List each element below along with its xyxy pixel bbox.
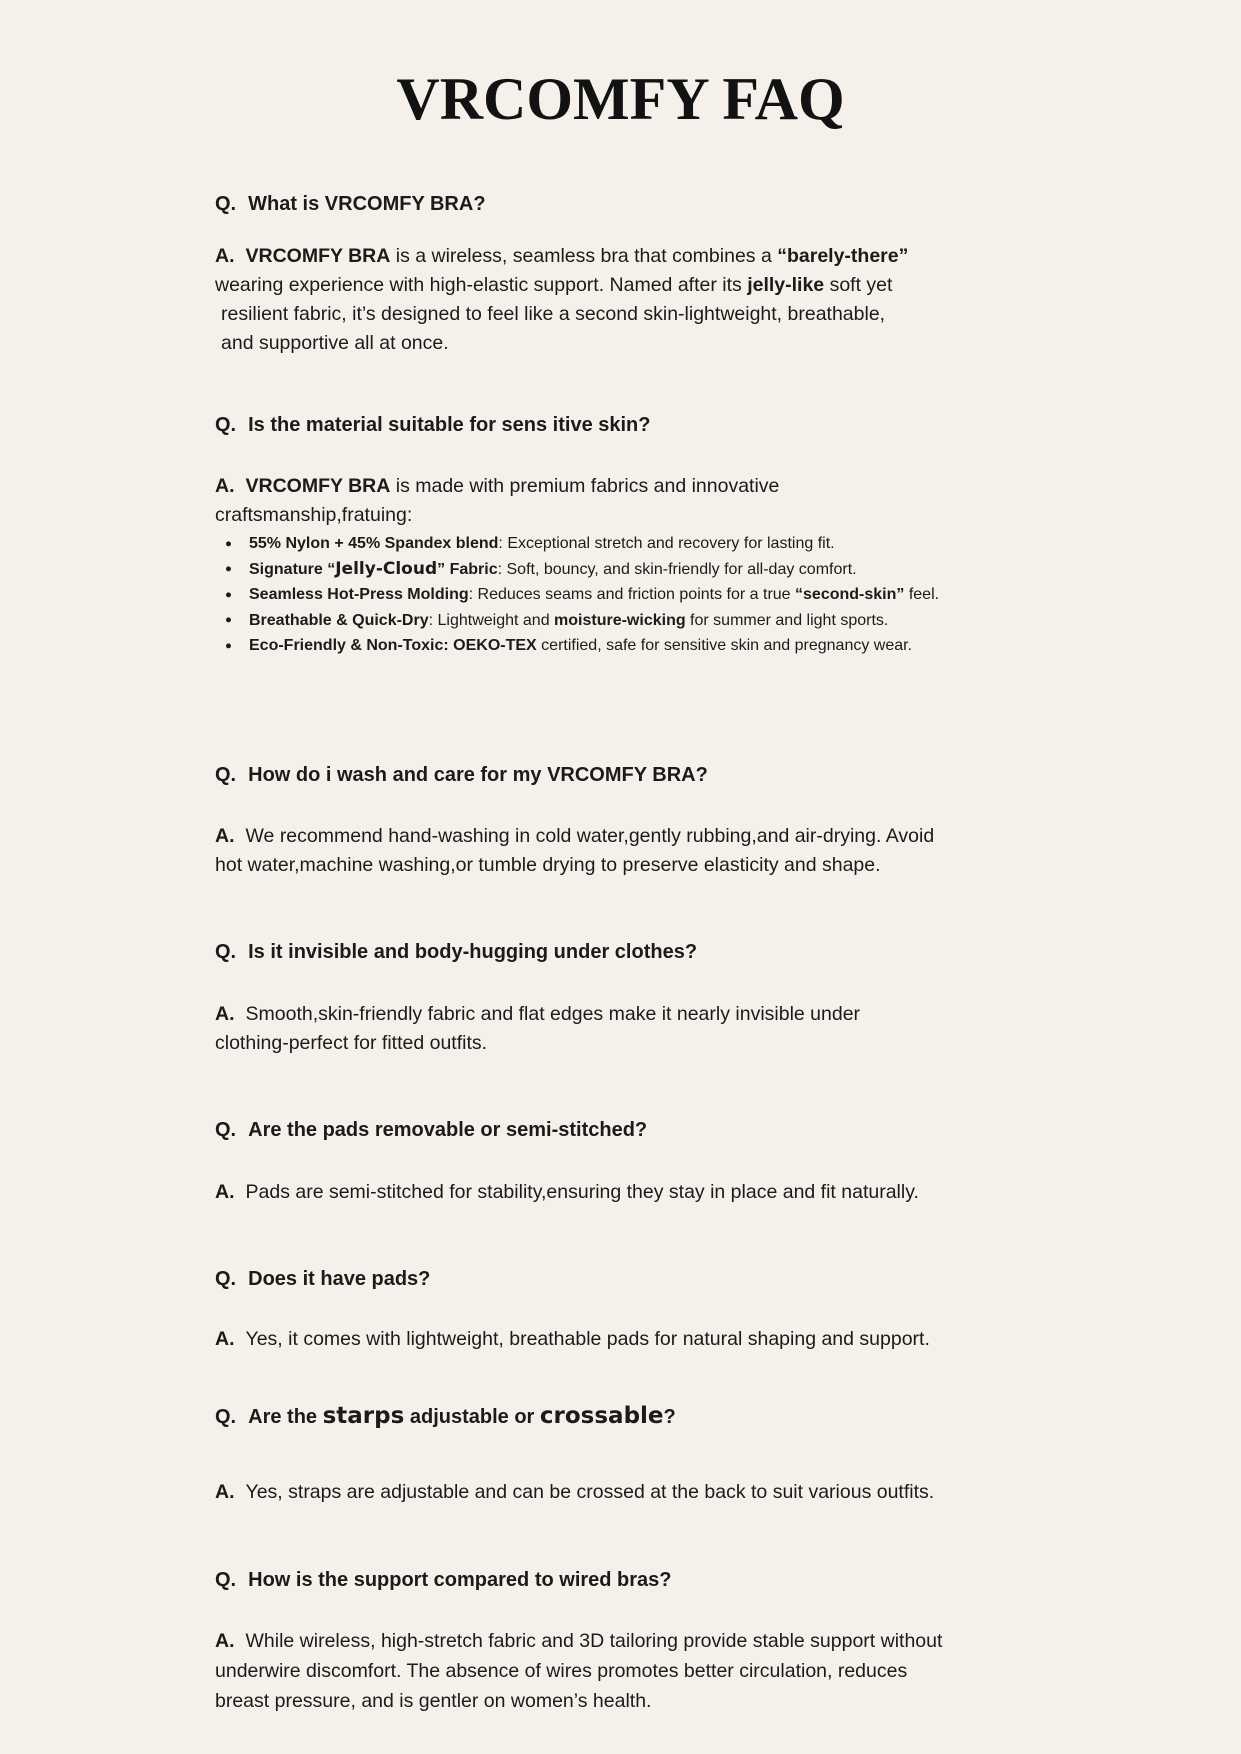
faq-answer [215, 1178, 919, 1207]
bullet-icon: ● [225, 537, 232, 550]
answer-prefix: A. [215, 1630, 235, 1652]
faq-answer [215, 1626, 942, 1716]
question-text: How is the support compared to wired bras? [248, 1569, 672, 1591]
bullet-text-bold: Signature “ [249, 560, 336, 578]
question-text: Does it have pads? [248, 1268, 431, 1290]
bullet-item [225, 633, 939, 659]
question-prefix: Q. [215, 764, 237, 786]
answer-prefix: A. [215, 1181, 235, 1203]
answer-line [215, 501, 779, 530]
bullet-text: : Exceptional stretch and recovery for lasting fit. [498, 535, 835, 552]
question-text: What is VRCOMFY BRA? [248, 193, 486, 215]
bullet-text-accent: Jelly-Cloud [335, 558, 438, 579]
bullet-item [225, 608, 939, 634]
faq-answer [215, 822, 934, 880]
bullet-text: : Lightweight and [428, 611, 555, 629]
text-run: is made with premium fabrics and innovative [390, 475, 780, 497]
answer-line [215, 822, 934, 851]
answer-line [215, 271, 908, 300]
bullet-list [225, 531, 939, 659]
answer-line [215, 1626, 942, 1656]
faq-answer [215, 242, 908, 358]
text-run: Smooth,skin-friendly fabric and flat edges make it nearly invisible under [245, 1003, 861, 1025]
page-title: VRCOMFY FAQ [396, 66, 845, 132]
text-run-bold: jelly-like [747, 274, 825, 296]
answer-line [215, 1029, 860, 1058]
question-text: Are the [248, 1406, 323, 1428]
answer-line [215, 1000, 860, 1029]
text-run: clothing-perfect for fitted outfits. [215, 1032, 488, 1054]
text-run-bold: VRCOMFY BRA [245, 475, 391, 497]
answer-prefix: A. [215, 245, 235, 267]
faq-question [215, 1568, 672, 1593]
answer-prefix: A. [215, 1003, 235, 1025]
answer-prefix: A. [215, 825, 235, 847]
text-run: craftsmanship,fratuing: [215, 504, 413, 526]
bullet-text-bold: Seamless Hot-Press Molding [249, 586, 469, 603]
faq-question [215, 413, 651, 438]
question-prefix: Q. [215, 414, 237, 436]
faq-question [215, 1267, 430, 1292]
bullet-text-bold: 55% Nylon + 45% Spandex blend [249, 535, 499, 552]
bullet-text-bold: Eco-Friendly & Non-Toxic: OEKO-TEX [249, 637, 537, 654]
bullet-icon: ● [225, 588, 232, 601]
answer-line [215, 472, 779, 501]
text-run: Pads are semi-stitched for stability,ensuring they stay in place and fit naturally. [245, 1181, 919, 1203]
question-text: adjustable or [404, 1406, 540, 1428]
bullet-text-bold: ” Fabric [437, 560, 498, 578]
question-text: Is it invisible and body-hugging under clothes? [248, 941, 698, 963]
answer-line [215, 1686, 942, 1716]
question-text-accent: crossable [539, 1403, 664, 1429]
bullet-text-bold: Breathable & Quick-Dry [249, 611, 429, 629]
text-run-bold: VRCOMFY BRA [245, 245, 391, 267]
bullet-icon: ● [225, 639, 232, 652]
question-prefix: Q. [215, 193, 237, 215]
bullet-text-bold: moisture-wicking [554, 611, 686, 629]
bullet-text: : Reduces seams and friction points for a true [468, 586, 796, 603]
faq-answer [215, 472, 779, 530]
text-run: and supportive all at once. [221, 332, 449, 354]
text-run: hot water,machine washing,or tumble drying to preserve elasticity and shape. [215, 854, 881, 876]
bullet-item [225, 557, 939, 583]
answer-prefix: A. [215, 1481, 235, 1503]
question-text: How do i wash and care for my VRCOMFY BRA? [248, 764, 708, 786]
faq-answer [215, 1478, 934, 1507]
answer-line [215, 851, 934, 880]
text-run: is a wireless, seamless bra that combines a [390, 245, 778, 267]
faq-question [215, 763, 708, 788]
bullet-icon: ● [225, 563, 232, 575]
faq-question [215, 192, 486, 217]
answer-line [215, 1325, 930, 1354]
question-prefix: Q. [215, 1569, 237, 1591]
bullet-text: : Soft, bouncy, and skin-friendly for all-day comfort. [497, 560, 857, 578]
question-prefix: Q. [215, 1406, 237, 1428]
bullet-item [225, 531, 939, 557]
text-run: Yes, straps are adjustable and can be crossed at the back to suit various outfits. [245, 1481, 935, 1503]
text-run-bold: “barely-there” [777, 245, 909, 267]
answer-line [215, 300, 908, 329]
faq-answer [215, 1325, 930, 1354]
question-prefix: Q. [215, 941, 237, 963]
text-run: Yes, it comes with lightweight, breathable pads for natural shaping and support. [245, 1328, 930, 1350]
bullet-item [225, 582, 939, 608]
answer-line [215, 242, 908, 271]
question-prefix: Q. [215, 1119, 237, 1141]
faq-question [215, 940, 697, 965]
text-run: underwire discomfort. The absence of wires promotes better circulation, reduces [215, 1660, 908, 1682]
answer-line [215, 1178, 919, 1207]
faq-answer [215, 1000, 860, 1058]
answer-line [215, 1656, 942, 1686]
text-run: wearing experience with high-elastic support. Named after its [215, 274, 748, 296]
bullet-text: certified, safe for sensitive skin and pregnancy wear. [536, 637, 913, 654]
text-run: breast pressure, and is gentler on women’s health. [215, 1690, 652, 1712]
answer-prefix: A. [215, 475, 235, 497]
bullet-text-bold: “second-skin” [795, 586, 905, 603]
question-prefix: Q. [215, 1268, 237, 1290]
answer-line [215, 329, 908, 358]
question-text: Are the pads removable or semi-stitched? [248, 1119, 648, 1141]
bullet-icon: ● [225, 614, 232, 626]
text-run: soft yet [824, 274, 893, 296]
question-text: ? [663, 1406, 676, 1428]
question-text: Is the material suitable for sens itive skin? [248, 414, 651, 436]
text-run: While wireless, high-stretch fabric and 3D tailoring provide stable support without [245, 1630, 943, 1652]
bullet-text: for summer and light sports. [685, 611, 889, 629]
text-run: resilient fabric, it’s designed to feel like a second skin-lightweight, breathable, [221, 303, 886, 325]
faq-question [215, 1402, 676, 1431]
answer-prefix: A. [215, 1328, 235, 1350]
answer-line [215, 1478, 934, 1507]
question-text-accent: starps [322, 1403, 405, 1429]
faq-question [215, 1118, 647, 1143]
bullet-text: feel. [904, 586, 940, 603]
text-run: We recommend hand-washing in cold water,gently rubbing,and air-drying. Avoid [245, 825, 935, 847]
